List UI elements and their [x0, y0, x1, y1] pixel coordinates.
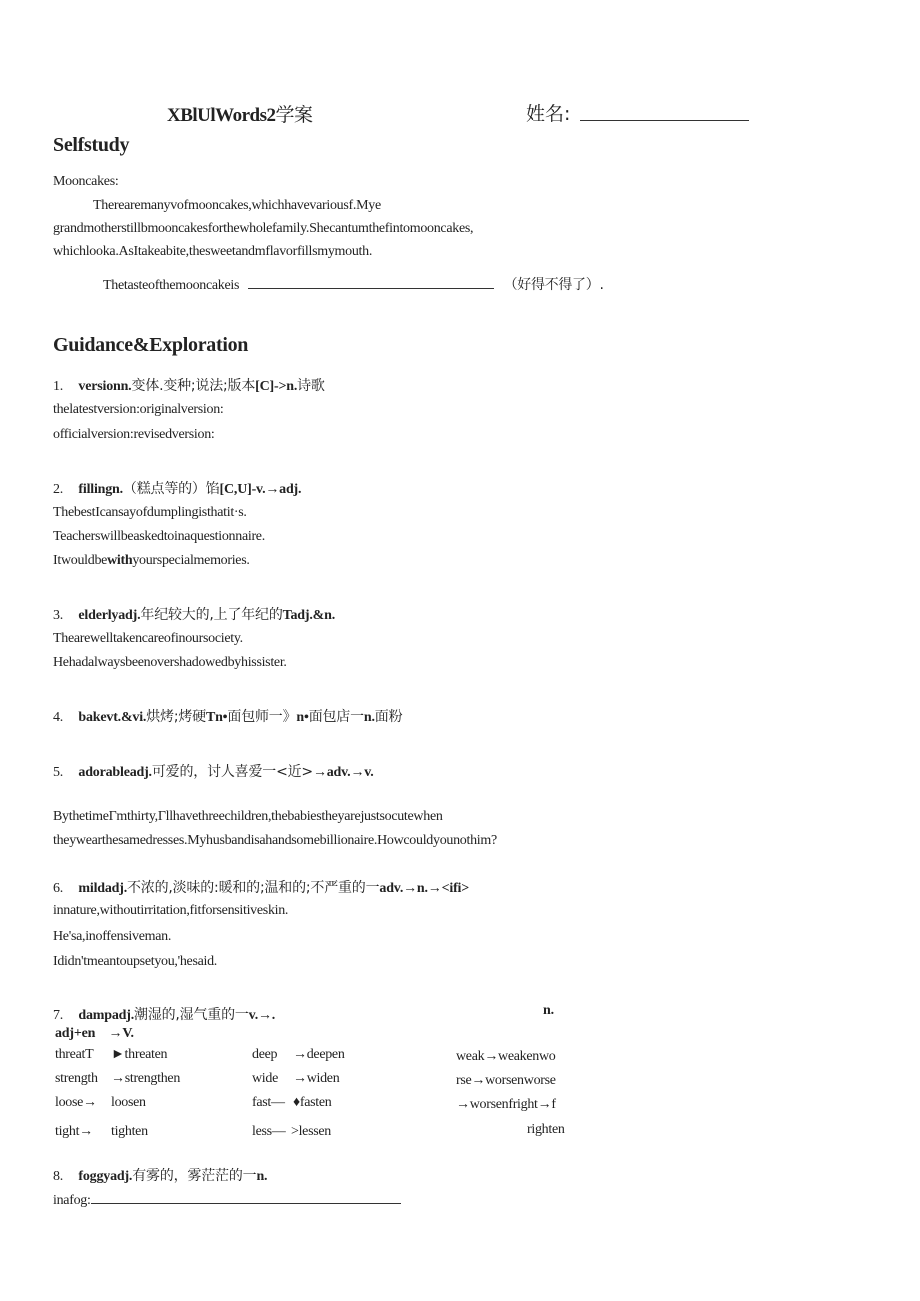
word-cell: >lessen	[291, 1124, 332, 1139]
item-5-line: BythetimeΓmthirty,Γllhavethreechildren,thebabiestheyarejustsocutewhen	[53, 809, 443, 824]
item-number: 6.	[53, 881, 64, 896]
item-number: 5.	[53, 765, 64, 780]
item-word: bakevt.&vi.	[78, 710, 147, 725]
word-cell: loose→	[55, 1095, 97, 1110]
paragraph-line: grandmotherstillbmooncakesforthewholefamily.Shecantumthefintomooncakes,	[53, 221, 474, 236]
item-6-line: innature,withoutirritation,fitforsensitiveskin.	[53, 903, 289, 918]
title-cn: 学案	[275, 104, 313, 126]
word-cell: threatT	[55, 1047, 94, 1062]
item-tail: n.	[363, 710, 375, 725]
rule-arrow: →V.	[108, 1026, 134, 1041]
item-number: 1.	[53, 379, 64, 394]
word-cell: loosen	[111, 1095, 146, 1110]
taste-sentence	[103, 274, 604, 294]
item-3-line: Thearewelltakencareofinoursociety.	[53, 631, 243, 646]
item-number: 3.	[53, 608, 64, 623]
item-8-line	[53, 1193, 401, 1209]
word-cell: weak→weakenwo	[456, 1049, 556, 1064]
item-number: 2.	[53, 482, 64, 497]
word-cell: →widen	[293, 1071, 340, 1086]
taste-blank[interactable]	[248, 288, 494, 289]
item-1-line: thelatestversion:originalversion:	[53, 402, 224, 417]
item-5-heading	[53, 761, 374, 781]
item-cn: 面包店一	[308, 709, 364, 725]
title-en: XBlUlWords2	[167, 105, 276, 126]
word-cell: righten	[527, 1122, 565, 1137]
item-2-line: ThebestIcansayofdumplingisthatit·s.	[53, 505, 247, 520]
item-tail: Tn•	[205, 710, 228, 725]
word-cell: ♦fasten	[293, 1095, 332, 1110]
item-1-line: officialversion:revisedversion:	[53, 427, 215, 442]
item-number: 8.	[53, 1169, 64, 1184]
item-3-line: Hehadalwaysbeenovershadowedbyhissister.	[53, 655, 287, 670]
item-cn: 面粉	[374, 709, 403, 725]
item-cn: 烘烤;烤硬	[146, 709, 206, 725]
item-number: 7.	[53, 1008, 64, 1023]
word-cell: less—	[252, 1124, 286, 1139]
item-cn: 诗歌	[297, 378, 325, 394]
word-cell: ►threaten	[111, 1047, 168, 1062]
item-2-heading	[53, 478, 301, 498]
item-word: versionn.	[78, 379, 132, 394]
taste-suffix: （好得不得了）.	[503, 277, 604, 293]
item-7-rule	[55, 1026, 134, 1042]
item-word: foggyadj.	[78, 1169, 133, 1184]
item-word: mildadj.	[78, 881, 127, 896]
item-cn: 可爱的，讨人喜爱一<近>	[151, 764, 313, 780]
item-5-line: theywearthesamedresses.Myhusbandisahandsomebillionaire.Howcouldyounothim?	[53, 833, 497, 848]
item-cn: （糕点等的）馅	[122, 481, 220, 497]
mooncakes-label: Mooncakes:	[53, 174, 119, 189]
item-2-line	[53, 553, 250, 569]
item-word: adorableadj.	[78, 765, 152, 780]
name-label: 姓名:	[526, 103, 571, 125]
paragraph-line: Therearemanyvofmooncakes,whichhavevariousf.Mye	[93, 198, 381, 213]
text-part: Itwouldbe	[53, 553, 108, 568]
item-number: 4.	[53, 710, 64, 725]
item-6-line: He'sa,inoffensiveman.	[53, 929, 172, 944]
word-cell: strength	[55, 1071, 98, 1086]
item-tail: Tadj.&n.	[282, 608, 335, 623]
item-8-heading	[53, 1165, 267, 1185]
item-cn: 潮湿的,湿气重的一	[134, 1007, 249, 1023]
rule-text: adj+en	[55, 1026, 96, 1041]
item-tail: n•	[296, 710, 309, 725]
item-word: dampadj.	[78, 1008, 135, 1023]
word-cell: fast—	[252, 1095, 285, 1110]
item-7-heading	[53, 1004, 275, 1024]
word-cell: rse→worsenworse	[456, 1073, 556, 1088]
item-cn: 年纪较大的,上了年纪的	[140, 607, 283, 623]
item-tail: [C]->n.	[255, 379, 298, 394]
item-6-heading	[53, 877, 469, 897]
item-1-heading	[53, 375, 325, 395]
word-cell: →strengthen	[111, 1071, 181, 1086]
word-cell: →deepen	[293, 1047, 345, 1062]
n-label: n.	[543, 1003, 554, 1018]
item-6-line: Ididn'tmeantoupsetyou,'hesaid.	[53, 954, 218, 969]
paragraph-line: whichlooka.AsItakeabite,thesweetandmflavorfillsmymouth.	[53, 244, 373, 259]
word-cell: →worsenfright→f	[456, 1097, 556, 1112]
selfstudy-heading: Selfstudy	[53, 134, 130, 156]
text-part: inafog:	[53, 1193, 91, 1208]
item-3-heading	[53, 604, 335, 624]
item-word: fillingn.	[78, 482, 123, 497]
item-cn: 变体.变种;说法;版本	[131, 378, 256, 394]
guidance-heading: Guidance&Exploration	[53, 334, 249, 356]
text-bold: with	[107, 553, 133, 568]
item-4-heading	[53, 706, 402, 726]
item-cn: 有雾的，雾茫茫的一	[132, 1168, 257, 1184]
worksheet-title	[167, 100, 313, 127]
text-part: yourspecialmemories.	[132, 553, 250, 568]
word-cell: wide	[252, 1071, 279, 1086]
fog-blank[interactable]	[91, 1203, 401, 1204]
item-tail: v.→.	[248, 1008, 276, 1023]
item-word: elderlyadj.	[78, 608, 141, 623]
item-tail: →adv.→v.	[312, 765, 374, 780]
item-tail: adv.→n.→<ifi>	[379, 881, 470, 896]
item-tail: n.	[256, 1169, 268, 1184]
taste-prefix: Thetasteofthemooncakeis	[103, 278, 240, 293]
item-7-n-label	[543, 1003, 554, 1019]
item-2-line: Teacherswillbeaskedtoinaquestionnaire.	[53, 529, 265, 544]
word-cell: deep	[252, 1047, 278, 1062]
name-field[interactable]	[580, 120, 749, 121]
word-cell: tighten	[111, 1124, 148, 1139]
item-tail: [C,U]-v.→adj.	[219, 482, 302, 497]
item-cn: 面包师一》	[227, 709, 297, 725]
word-cell: tight→	[55, 1124, 93, 1139]
item-cn: 不浓的,淡味的:暖和的;温和的;不严重的一	[127, 880, 380, 896]
